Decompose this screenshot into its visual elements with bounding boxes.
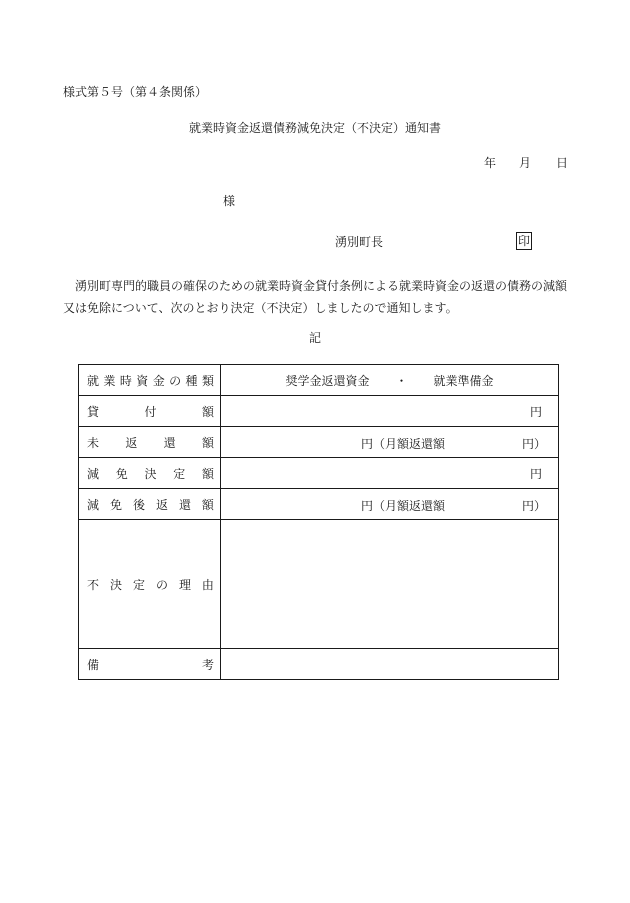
reduction-amount-cell: 円: [221, 458, 559, 489]
label-char: 定: [173, 466, 186, 481]
document-title: 就業時資金返還債務減免決定（不決定）通知書: [188, 121, 441, 135]
post-reduction-monthly-yen: 円）: [521, 499, 546, 513]
unrepaid-yen-monthly-label: 円（月額返還額: [361, 437, 446, 451]
label-char: 免: [109, 497, 122, 512]
label-char: の: [155, 577, 168, 592]
label-char: 考: [201, 657, 214, 672]
table-row: [79, 489, 559, 520]
label-char: 額: [201, 497, 214, 512]
details-table: [78, 364, 559, 680]
addressee-honorific: 様: [223, 194, 236, 208]
table-row: [79, 649, 559, 680]
label-char: 類: [201, 373, 214, 388]
notice-body-text: 湧別町専門的職員の確保のための就業時資金貸付条例による就業時資金の返還の債務の減額又は免除について、次のとおり決定（不決定）しましたので通知します。: [63, 279, 568, 315]
label-char: 額: [201, 404, 214, 419]
label-char: 種: [185, 373, 198, 388]
label-char: 還: [163, 435, 176, 450]
label-char: 還: [178, 497, 191, 512]
ki-heading: 記: [308, 331, 321, 345]
label-char: 定: [132, 577, 145, 592]
label-char: 資: [136, 373, 149, 388]
label-char: 就: [87, 373, 100, 388]
date-year-label: 年: [484, 156, 497, 170]
issuer-name: 湧別町長: [335, 235, 384, 249]
row-label-loan-amount: [79, 396, 221, 427]
remarks-cell: [221, 649, 559, 680]
table-row: [79, 458, 559, 489]
label-char: の: [169, 373, 182, 388]
form-number: 様式第５号（第４条関係）: [63, 85, 208, 99]
label-char: 付: [144, 404, 157, 419]
label-char: 業: [103, 373, 116, 388]
label-char: 不: [87, 577, 100, 592]
rejection-reason-cell: [221, 520, 559, 649]
loan-amount-cell: 円: [221, 396, 559, 427]
row-label-post-reduction-repayment: [79, 489, 221, 520]
label-char: 額: [201, 435, 214, 450]
label-char: 返: [125, 435, 138, 450]
label-char: 理: [178, 577, 191, 592]
loan-type-cell: [221, 365, 559, 396]
seal-mark: 印: [518, 234, 531, 248]
table-row: [79, 427, 559, 458]
post-reduction-repayment-cell: [221, 489, 559, 520]
label-char: 由: [201, 577, 214, 592]
label-char: 減: [87, 497, 100, 512]
row-label-remarks: [79, 649, 221, 680]
label-char: 後: [132, 497, 145, 512]
label-char: 貸: [87, 404, 100, 419]
label-char: 返: [155, 497, 168, 512]
row-label-unrepaid-amount: [79, 427, 221, 458]
label-char: 減: [87, 466, 100, 481]
unrepaid-monthly-yen: 円）: [521, 437, 546, 451]
label-char: 免: [115, 466, 128, 481]
row-label-loan-type: [79, 365, 221, 396]
label-char: 金: [152, 373, 165, 388]
label-char: 額: [201, 466, 214, 481]
label-char: 時: [119, 373, 132, 388]
table-row: [79, 365, 559, 396]
date-day-label: 日: [556, 156, 569, 170]
unrepaid-amount-cell: [221, 427, 559, 458]
row-label-rejection-reason: [79, 520, 221, 649]
loan-type-option-scholarship: 奨学金返還資金: [285, 373, 370, 388]
date-month-label: 月: [519, 156, 532, 170]
label-char: 決: [109, 577, 122, 592]
label-char: 決: [144, 466, 157, 481]
label-char: 備: [87, 657, 100, 672]
loan-type-option-employment-prep: 就業準備金: [433, 373, 494, 388]
loan-type-separator: ・: [395, 373, 408, 388]
row-label-reduction-amount: [79, 458, 221, 489]
label-char: 未: [87, 435, 100, 450]
post-reduction-yen-monthly-label: 円（月額返還額: [361, 499, 446, 513]
table-row: [79, 396, 559, 427]
table-row: [79, 520, 559, 649]
